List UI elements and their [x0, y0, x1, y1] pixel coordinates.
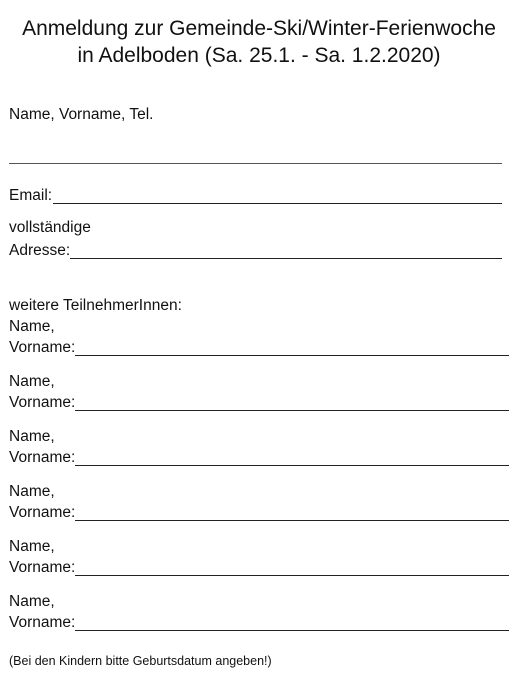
address-label-line1: vollständige: [9, 219, 91, 236]
email-label: Email:: [9, 187, 53, 204]
participant-6-vorname-label: Vorname:: [9, 614, 76, 631]
name-phone-field-line[interactable]: [9, 163, 502, 164]
footnote: (Bei den Kindern bitte Geburtsdatum angeben!): [9, 654, 272, 668]
participant-5-vorname-label: Vorname:: [9, 559, 76, 576]
form-title-line1: Anmeldung zur Gemeinde-Ski/Winter-Ferienwoche: [22, 17, 496, 40]
participant-3-name-label: Name,: [9, 428, 55, 445]
address-field-line[interactable]: [70, 258, 502, 259]
participant-2-name-label: Name,: [9, 373, 55, 390]
address-label-line2: Adresse:: [9, 242, 71, 259]
participant-2-field-line[interactable]: [75, 410, 509, 411]
participant-4-field-line[interactable]: [75, 520, 509, 521]
participant-5-name-label: Name,: [9, 538, 55, 555]
participant-6-name-label: Name,: [9, 593, 55, 610]
participant-1-name-label: Name,: [9, 318, 55, 335]
participant-1-field-line[interactable]: [75, 355, 509, 356]
participant-4-vorname-label: Vorname:: [9, 504, 76, 521]
name-phone-label: Name, Vorname, Tel.: [9, 106, 154, 123]
participant-3-vorname-label: Vorname:: [9, 449, 76, 466]
participant-4-name-label: Name,: [9, 483, 55, 500]
email-field-line[interactable]: [53, 203, 502, 204]
participant-2-vorname-label: Vorname:: [9, 394, 76, 411]
participant-6-field-line[interactable]: [75, 630, 509, 631]
participant-5-field-line[interactable]: [75, 575, 509, 576]
participant-1-vorname-label: Vorname:: [9, 339, 76, 356]
participant-3-field-line[interactable]: [75, 465, 509, 466]
form-title-line2: in Adelboden (Sa. 25.1. - Sa. 1.2.2020): [77, 44, 441, 67]
participants-heading: weitere TeilnehmerInnen:: [9, 297, 182, 314]
